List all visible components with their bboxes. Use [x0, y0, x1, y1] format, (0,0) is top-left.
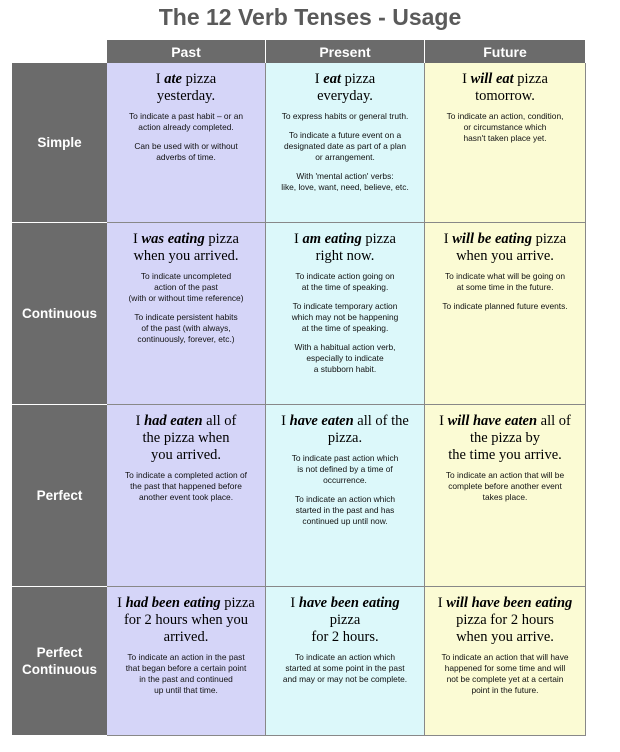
sentence-text: I	[437, 595, 447, 611]
verb-phrase: was eating	[141, 231, 205, 247]
verb-phrase: have eaten	[289, 413, 354, 429]
usage-note	[115, 271, 257, 304]
usage-note	[274, 494, 416, 527]
usage-note-line: complete before another event	[448, 481, 562, 491]
usage-note-line: that began before a certain point	[125, 663, 247, 673]
usage-note	[115, 312, 257, 345]
example-sentence	[107, 223, 265, 265]
usage-note	[115, 652, 257, 696]
verb-phrase: am eating	[302, 231, 362, 247]
usage-note-line: is not defined by a time of	[297, 464, 393, 474]
usage-note-line: like, love, want, need, believe, etc.	[281, 182, 409, 192]
usage-note-line: takes place.	[482, 492, 528, 502]
usage-note-line: To indicate temporary action	[292, 301, 398, 311]
tense-cell-simple-past	[107, 63, 266, 223]
usage-note-line: To indicate an action that will have	[441, 652, 569, 662]
usage-note	[115, 141, 257, 163]
verb-phrase: will have been eating	[446, 595, 573, 611]
usage-note-line: With a habitual action verb,	[294, 342, 396, 352]
sentence-text: pizza for 2 hours	[456, 612, 554, 628]
usage-notes	[107, 265, 265, 345]
usage-note	[433, 652, 577, 696]
verb-phrase: will eat	[470, 71, 514, 87]
usage-note-line: To indicate persistent habits	[134, 312, 238, 322]
page-title: The 12 Verb Tenses - Usage	[158, 4, 462, 30]
sentence-text: I	[117, 595, 126, 611]
usage-note-line: To indicate what will be going on	[444, 271, 566, 281]
usage-notes	[425, 265, 585, 312]
example-sentence	[425, 63, 585, 105]
usage-notes	[107, 464, 265, 503]
row-header-line: Continuous	[22, 306, 97, 321]
example-sentence	[107, 63, 265, 105]
sentence-text: right now.	[315, 248, 375, 264]
usage-note-line: started at some point in the past	[285, 663, 405, 673]
example-sentence	[425, 405, 585, 464]
sentence-text: I	[290, 595, 299, 611]
column-header-present: Present	[266, 40, 425, 63]
sentence-text: I	[133, 231, 142, 247]
usage-note	[115, 111, 257, 133]
usage-note-line: To indicate an action which	[294, 494, 396, 504]
sentence-text: pizza	[329, 612, 361, 628]
sentence-text: pizza	[361, 231, 396, 247]
sentence-text: arrived.	[163, 629, 209, 645]
example-sentence	[266, 223, 424, 265]
verb-phrase: had been eating	[125, 595, 221, 611]
sentence-text: tomorrow.	[475, 88, 535, 104]
sentence-text: for 2 hours when you	[123, 612, 249, 628]
usage-notes	[266, 105, 424, 193]
verb-phrase: ate	[164, 71, 182, 87]
example-sentence	[425, 223, 585, 265]
usage-notes	[266, 646, 424, 685]
sentence-text: the time you arrive.	[448, 447, 562, 463]
usage-note-line: in the past and continued	[139, 674, 233, 684]
usage-note	[433, 111, 577, 144]
row-header-line: Continuous	[22, 662, 97, 677]
usage-note-line: Can be used with or without	[134, 141, 238, 151]
sentence-text: pizza	[340, 71, 376, 87]
usage-note-line: continuously, forever, etc.)	[137, 334, 235, 344]
usage-note	[274, 271, 416, 293]
row-header-simple	[12, 63, 107, 223]
usage-note-line: at some time in the future.	[456, 282, 554, 292]
sentence-text: I	[462, 71, 471, 87]
usage-note	[274, 342, 416, 375]
usage-note-line: especially to indicate	[306, 353, 384, 363]
sentence-text: I	[135, 413, 145, 429]
usage-note-line: a stubborn habit.	[313, 364, 377, 374]
sentence-text: you arrived.	[150, 447, 222, 463]
tense-cell-perfect-future	[425, 405, 586, 587]
usage-note-line: not be complete yet at a certain	[446, 674, 564, 684]
usage-note-line: To indicate a completed action of	[125, 470, 247, 480]
tense-cell-continuous-past	[107, 223, 266, 405]
usage-note-line: To indicate planned future events.	[442, 301, 568, 311]
example-sentence	[266, 587, 424, 646]
usage-note-line: To indicate an action in the past	[127, 652, 245, 662]
row-header-perfect-continuous	[12, 587, 107, 736]
usage-note-line: at the time of speaking.	[301, 282, 389, 292]
usage-note-line: To indicate an action, condition,	[446, 111, 564, 121]
usage-notes	[266, 265, 424, 375]
verb-phrase: had eaten	[144, 413, 203, 429]
verb-phrase: have been eating	[298, 595, 400, 611]
usage-note-line: which may not be happening	[291, 312, 399, 322]
tense-cell-perfect-continuous-future	[425, 587, 586, 736]
sentence-text: when you arrive.	[456, 248, 554, 264]
example-sentence	[107, 405, 265, 464]
usage-note	[274, 301, 416, 334]
usage-note-line: or arrangement.	[315, 152, 375, 162]
usage-note-line: To indicate an action that will be	[445, 470, 565, 480]
usage-note	[433, 271, 577, 293]
column-header-future: Future	[425, 40, 586, 63]
usage-notes	[107, 105, 265, 163]
sentence-text: when you arrived.	[133, 248, 239, 264]
sentence-text: pizza	[181, 71, 217, 87]
usage-note-line: To indicate uncompleted	[140, 271, 232, 281]
usage-note-line: (with or without time reference)	[128, 293, 244, 303]
usage-notes	[107, 646, 265, 696]
tense-cell-simple-future	[425, 63, 586, 223]
usage-note-line: occurrence.	[323, 475, 367, 485]
column-header-past: Past	[107, 40, 266, 63]
example-sentence	[425, 587, 585, 646]
sentence-text: pizza	[204, 231, 239, 247]
usage-note-line: adverbs of time.	[156, 152, 216, 162]
table-corner	[12, 40, 107, 63]
usage-note-line: continued up until now.	[302, 516, 388, 526]
sentence-text: all of	[202, 413, 237, 429]
usage-note-line: action already completed.	[138, 122, 234, 132]
tense-cell-continuous-present	[266, 223, 425, 405]
tense-cell-perfect-continuous-present	[266, 587, 425, 736]
row-header-continuous	[12, 223, 107, 405]
usage-note-line: of the past (with always,	[141, 323, 231, 333]
sentence-text: pizza.	[327, 430, 363, 446]
tense-cell-perfect-past	[107, 405, 266, 587]
sentence-text: for 2 hours.	[311, 629, 379, 645]
usage-note-line: To indicate past action which	[291, 453, 399, 463]
usage-note-line: started in the past and has	[295, 505, 395, 515]
usage-note	[274, 130, 416, 163]
usage-notes	[425, 105, 585, 144]
usage-note-line: happened for some time and will	[444, 663, 566, 673]
usage-note-line: To indicate a past habit – or an	[128, 111, 244, 121]
row-header-line: Perfect	[36, 645, 83, 660]
usage-note-line: designated date as part of a plan	[284, 141, 406, 151]
usage-note-line: the past that happened before	[130, 481, 242, 491]
sentence-text: pizza	[220, 595, 255, 611]
usage-note-line: To indicate an action which	[294, 652, 396, 662]
sentence-text: the pizza by	[469, 430, 541, 446]
sentence-text: I	[155, 71, 165, 87]
usage-note	[274, 652, 416, 685]
sentence-text: I	[314, 71, 324, 87]
usage-notes	[425, 464, 585, 503]
usage-note-line: and may or may not be complete.	[282, 674, 408, 684]
usage-note-line: another event took place.	[138, 492, 234, 502]
tense-cell-continuous-future	[425, 223, 586, 405]
usage-note	[274, 171, 416, 193]
usage-note	[274, 111, 416, 122]
sentence-text: yesterday.	[156, 88, 216, 104]
usage-note	[274, 453, 416, 486]
example-sentence	[266, 405, 424, 447]
usage-note-line: hasn't taken place yet.	[463, 133, 547, 143]
tense-cell-simple-present	[266, 63, 425, 223]
usage-note-line: action of the past	[154, 282, 218, 292]
sentence-text: all of	[537, 413, 571, 429]
sentence-text: all of the	[353, 413, 409, 429]
sentence-text: I	[439, 413, 448, 429]
sentence-text: I	[443, 231, 453, 247]
usage-note-line: With 'mental action' verbs:	[296, 171, 394, 181]
row-header-line: Perfect	[36, 488, 83, 503]
row-header-perfect	[12, 405, 107, 587]
verb-phrase: will be eating	[452, 231, 532, 247]
usage-note-line: point in the future.	[471, 685, 539, 695]
usage-notes	[266, 447, 424, 527]
usage-note	[433, 301, 577, 312]
tense-table	[12, 40, 586, 736]
example-sentence	[107, 587, 265, 646]
usage-note-line: To indicate action going on	[295, 271, 395, 281]
usage-note-line: or circumstance which	[463, 122, 547, 132]
verb-phrase: will have eaten	[447, 413, 538, 429]
row-header-line: Simple	[37, 135, 82, 150]
sentence-text: the pizza when	[142, 430, 230, 446]
sentence-text: when you arrive.	[456, 629, 554, 645]
verb-phrase: eat	[323, 71, 341, 87]
sentence-text: everyday.	[317, 88, 373, 104]
usage-notes	[425, 646, 585, 696]
usage-note-line: up until that time.	[154, 685, 218, 695]
usage-note	[115, 470, 257, 503]
usage-note-line: at the time of speaking.	[301, 323, 389, 333]
usage-note-line: To express habits or general truth.	[281, 111, 409, 121]
usage-note	[433, 470, 577, 503]
example-sentence	[266, 63, 424, 105]
tense-cell-perfect-continuous-past	[107, 587, 266, 736]
sentence-text: pizza	[513, 71, 548, 87]
sentence-text: pizza	[532, 231, 567, 247]
tense-cell-perfect-present	[266, 405, 425, 587]
usage-note-line: To indicate a future event on a	[288, 130, 402, 140]
sentence-text: I	[281, 413, 290, 429]
sentence-text: I	[294, 231, 303, 247]
